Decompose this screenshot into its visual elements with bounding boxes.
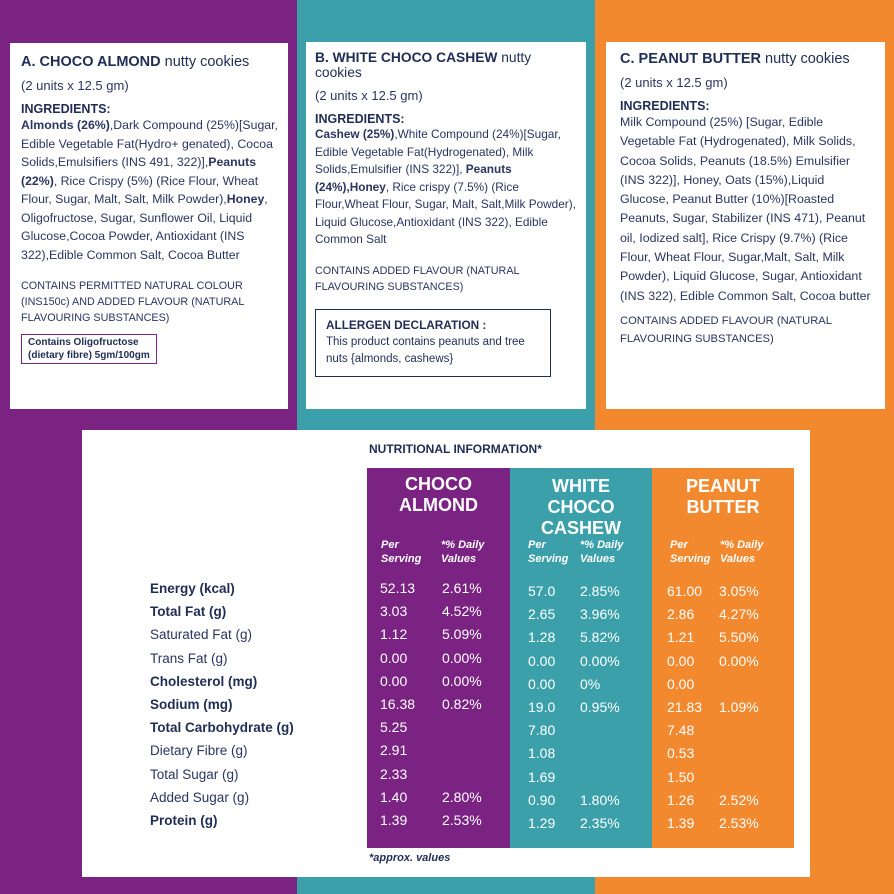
ingredients-heading: INGREDIENTS:	[21, 102, 111, 116]
daily-values-label: *% Daily Values	[720, 539, 764, 565]
per-serving-value: 0.00	[667, 675, 695, 692]
per-serving-value: 5.25	[380, 719, 408, 736]
daily-value: 5.50%	[719, 629, 759, 646]
per-serving-value: 7.80	[528, 722, 556, 739]
daily-value: 0.00%	[442, 649, 482, 666]
allergen-heading: ALLERGEN DECLARATION :	[326, 317, 487, 332]
nutrient-label: Total Sugar (g)	[150, 766, 239, 782]
nutrient-label: Dietary Fibre (g)	[150, 743, 248, 759]
daily-value: 4.27%	[719, 606, 759, 623]
per-serving-value: 1.21	[667, 629, 695, 646]
ingredients-heading: INGREDIENTS:	[315, 112, 405, 126]
ingredients-text: Milk Compound (25%) [Sugar, Edible Vegetable Fat (Hydrogenated), Milk Solids, Cocoa Solids, Peanuts (18.5%) Emulsifier (INS 322)], Honey, Oats (15%),Liquid Glucose, Peanut Butter (10%)[Roasted Peanuts, Sugar, Stabilizer (INS 471), Peanut oil, Iodized salt], Rice Crispy (9.7%) (Rice Flour, Wheat Flour, Sugar,Malt, Salt, Milk Powder), Liquid Glucose, Sugar, Antioxidant (INS 322), Edible Common Salt, Cocoa butter	[620, 115, 871, 303]
daily-value: 0.00%	[580, 652, 620, 669]
nutrient-label: Cholesterol (mg)	[150, 673, 258, 689]
daily-value: 2.53%	[442, 812, 482, 828]
daily-value: 2.61%	[442, 580, 482, 596]
per-serving-value: 0.00	[528, 652, 556, 669]
per-serving-value: 2.86	[667, 606, 695, 623]
per-serving-value: 1.29	[528, 815, 556, 831]
per-serving-value: 2.91	[380, 742, 408, 759]
per-serving-value: 1.50	[667, 768, 695, 785]
flavour-note: CONTAINS PERMITTED NATURAL COLOUR (INS150c) AND ADDED FLAVOUR (NATURAL FLAVOURING SUBSTANCES)	[21, 280, 244, 324]
flavour-note: CONTAINS ADDED FLAVOUR (NATURAL FLAVOURING SUBSTANCES)	[315, 264, 520, 293]
daily-values-label: *% Daily Values	[441, 539, 485, 565]
daily-value: 2.85%	[580, 583, 620, 599]
nutrient-label: Saturated Fat (g)	[150, 627, 253, 643]
daily-value: 0%	[580, 675, 601, 692]
per-serving-value: 16.38	[380, 696, 416, 712]
per-serving-value: 61.00	[667, 583, 703, 599]
per-serving-value: 2.65	[528, 606, 556, 623]
per-serving-value: 1.39	[667, 815, 695, 831]
per-serving-value: 0.00	[380, 649, 408, 666]
nutrient-label: Total Fat (g)	[150, 604, 227, 620]
per-serving-label: Per Serving	[381, 539, 422, 565]
daily-value: 5.82%	[580, 629, 620, 646]
flavour-note: CONTAINS ADDED FLAVOUR (NATURAL FLAVOURING SUBSTANCES)	[620, 314, 832, 345]
nutrient-label: Total Carbohydrate (g)	[150, 720, 294, 736]
nutrient-label: Trans Fat (g)	[150, 650, 228, 666]
per-serving-value: 1.26	[667, 791, 695, 808]
per-serving-value: 2.33	[380, 765, 408, 782]
per-serving-value: 0.00	[380, 672, 408, 689]
card-white-choco-cashew	[306, 42, 586, 409]
per-serving-value: 7.48	[667, 722, 695, 739]
daily-value: 2.80%	[442, 788, 482, 805]
per-serving-value: 1.69	[528, 768, 556, 785]
per-serving-value: 1.12	[380, 626, 408, 643]
nutrient-label: Added Sugar (g)	[150, 789, 250, 805]
nutrient-label: Protein (g)	[150, 813, 218, 828]
daily-value: 2.35%	[580, 815, 620, 831]
per-serving-value: 1.39	[380, 812, 408, 828]
serving-units: (2 units x 12.5 gm)	[315, 88, 423, 103]
card-peanut-butter	[606, 42, 885, 409]
daily-value: 4.52%	[442, 603, 482, 620]
allergen-declaration	[315, 309, 551, 377]
column-heading: CHOCO ALMOND	[399, 474, 478, 515]
daily-value: 0.95%	[580, 699, 620, 715]
nutrient-label: Sodium (mg)	[150, 697, 233, 712]
footnote: *approx. values	[369, 852, 451, 864]
daily-value: 3.05%	[719, 583, 759, 599]
ingredients-text: Cashew (25%),White Compound (24%)[Sugar, Edible Vegetable Fat(Hydrogenated), Milk Solids,Emulsifier (INS 322)], Peanuts (24%),Honey, Rice crispy (7.5%) (Rice Flour,Wheat Flour, Sugar, Malt, Salt,Milk Powder), Liquid Glucose,Antioxidant (INS 322), Edible Common Salt	[315, 127, 576, 246]
daily-values-label: *% Daily Values	[580, 539, 624, 565]
daily-value: 1.80%	[580, 791, 620, 808]
daily-value: 0.82%	[442, 696, 482, 712]
card-choco-almond	[10, 43, 288, 409]
per-serving-value: 19.0	[528, 699, 556, 715]
ingredients-heading: INGREDIENTS:	[620, 99, 710, 113]
column-heading: PEANUT BUTTER	[685, 476, 760, 517]
per-serving-label: Per Serving	[670, 539, 711, 565]
serving-units: (2 units x 12.5 gm)	[21, 78, 129, 93]
column-heading: WHITE CHOCO CASHEW	[541, 476, 621, 538]
daily-value: 2.52%	[719, 791, 759, 808]
per-serving-label: Per Serving	[528, 539, 569, 565]
per-serving-value: 0.53	[667, 745, 695, 762]
card-title: B. WHITE CHOCO CASHEW nutty cookies	[315, 50, 532, 80]
daily-value: 3.96%	[580, 606, 620, 623]
per-serving-value: 57.0	[528, 583, 556, 599]
serving-units: (2 units x 12.5 gm)	[620, 75, 728, 90]
nutrient-label: Energy (kcal)	[150, 581, 235, 596]
daily-value: 0.00%	[442, 672, 482, 689]
daily-value: 2.53%	[719, 815, 759, 831]
nutrition-panel	[82, 430, 810, 877]
per-serving-value: 1.40	[380, 788, 408, 805]
per-serving-value: 52.13	[380, 580, 416, 596]
card-title: A. CHOCO ALMOND nutty cookies	[21, 54, 250, 70]
per-serving-value: 0.00	[667, 652, 695, 669]
ingredients-text: Almonds (26%),Dark Compound (25%)[Sugar, Edible Vegetable Fat(Hydro+ genated), Cocoa Solids,Emulsifiers (INS 491, 322)],Peanuts (22%), Rice Crispy (5%) (Rice Flour, Wheat Flour, Sugar, Malt, Salt, Milk Powder),Honey, Oligofructose, Sugar, Sunflower Oil, Liquid Glucose,Cocoa Powder, Antioxidant (INS 322),Edible Common Salt, Cocoa Butter	[21, 118, 278, 262]
daily-value: 5.09%	[442, 626, 482, 643]
per-serving-value: 0.00	[528, 675, 556, 692]
per-serving-value: 1.28	[528, 629, 556, 646]
daily-value: 0.00%	[719, 652, 759, 669]
oligofructose-box: Contains Oligofructose (dietary fibre) 5gm/100gm	[21, 334, 157, 364]
per-serving-value: 3.03	[380, 603, 408, 620]
daily-value: 1.09%	[719, 699, 759, 715]
per-serving-value: 1.08	[528, 745, 556, 762]
per-serving-value: 21.83	[667, 699, 703, 715]
card-title: C. PEANUT BUTTER nutty cookies	[620, 51, 850, 67]
per-serving-value: 0.90	[528, 791, 556, 808]
allergen-text: This product contains peanuts and tree nuts {almonds, cashews}	[326, 335, 525, 365]
nutrition-title: NUTRITIONAL INFORMATION*	[369, 442, 542, 456]
